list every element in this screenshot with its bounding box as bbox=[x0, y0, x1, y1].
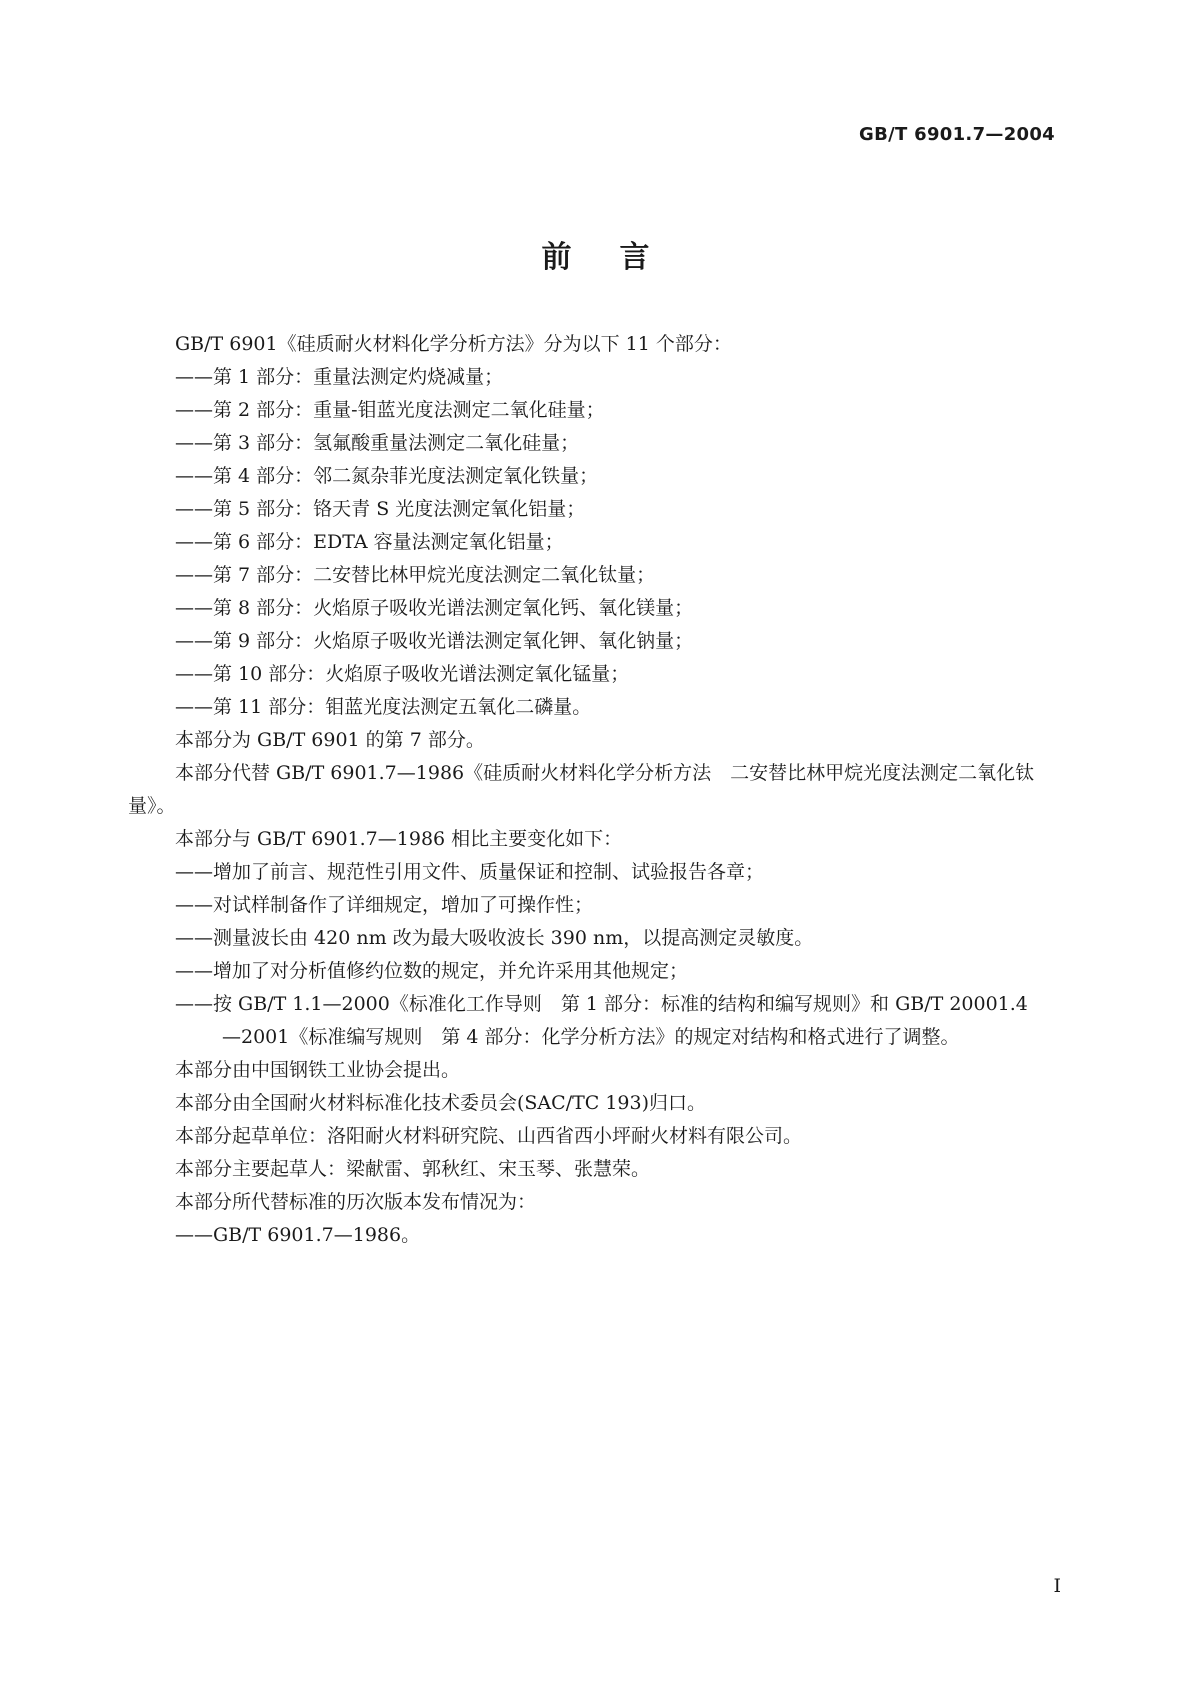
drafters-paragraph: 本部分主要起草人：梁献雷、郭秋红、宋玉琴、张慧荣。 bbox=[175, 1158, 651, 1180]
history-item: ——GB/T 6901.7—1986。 bbox=[175, 1224, 421, 1246]
centralized-by-paragraph: 本部分由全国耐火材料标准化技术委员会(SAC/TC 193)归口。 bbox=[175, 1092, 707, 1114]
change-item: ——增加了前言、规范性引用文件、质量保证和控制、试验报告各章； bbox=[175, 861, 765, 883]
standard-number: GB/T 6901.7—2004 bbox=[859, 124, 1055, 145]
page-title: 前言 bbox=[541, 240, 698, 275]
part-item: ——第 4 部分：邻二氮杂菲光度法测定氧化铁量； bbox=[175, 465, 599, 487]
change-item: ——增加了对分析值修约位数的规定，并允许采用其他规定； bbox=[175, 960, 689, 982]
page-number: I bbox=[1053, 1575, 1061, 1597]
change-item-structure-line1: ——按 GB/T 1.1—2000《标准化工作导则 第 1 部分：标准的结构和编写规则》和 GB/T 20001.4 bbox=[175, 993, 1028, 1015]
foreword-body bbox=[128, 328, 1053, 1252]
change-item: ——测量波长由 420 nm 改为最大吸收波长 390 nm，以提高测定灵敏度。 bbox=[175, 927, 814, 949]
part-item: ——第 9 部分：火焰原子吸收光谱法测定氧化钾、氧化钠量； bbox=[175, 630, 694, 652]
proposed-by-paragraph: 本部分由中国钢铁工业协会提出。 bbox=[175, 1059, 461, 1081]
part-item: ——第 10 部分：火焰原子吸收光谱法测定氧化锰量； bbox=[175, 663, 630, 685]
part-item: ——第 2 部分：重量-钼蓝光度法测定二氧化硅量； bbox=[175, 399, 605, 421]
intro-paragraph: GB/T 6901《硅质耐火材料化学分析方法》分为以下 11 个部分： bbox=[175, 333, 732, 355]
change-item: ——对试样制备作了详细规定，增加了可操作性； bbox=[175, 894, 594, 916]
this-part-paragraph: 本部分为 GB/T 6901 的第 7 部分。 bbox=[175, 729, 485, 751]
part-item: ——第 3 部分：氢氟酸重量法测定二氧化硅量； bbox=[175, 432, 580, 454]
part-item: ——第 11 部分：钼蓝光度法测定五氧化二磷量。 bbox=[175, 696, 592, 718]
part-item: ——第 7 部分：二安替比林甲烷光度法测定二氧化钛量； bbox=[175, 564, 656, 586]
history-intro-paragraph: 本部分所代替标准的历次版本发布情况为： bbox=[175, 1191, 537, 1213]
part-item: ——第 6 部分：EDTA 容量法测定氧化铝量； bbox=[175, 531, 564, 553]
replaces-paragraph: 本部分代替 GB/T 6901.7—1986《硅质耐火材料化学分析方法 二安替比林甲烷光度法测定二氧化钛量》。 bbox=[128, 762, 1035, 817]
part-item: ——第 5 部分：铬天青 S 光度法测定氧化铝量； bbox=[175, 498, 586, 520]
change-item-structure-line2: —2001《标准编写规则 第 4 部分：化学分析方法》的规定对结构和格式进行了调整。 bbox=[222, 1026, 960, 1048]
change-item-structure bbox=[128, 988, 1053, 1054]
part-item: ——第 8 部分：火焰原子吸收光谱法测定氧化钙、氧化镁量； bbox=[175, 597, 694, 619]
part-item: ——第 1 部分：重量法测定灼烧减量； bbox=[175, 366, 504, 388]
changes-intro-paragraph: 本部分与 GB/T 6901.7—1986 相比主要变化如下： bbox=[175, 828, 623, 850]
drafting-units-paragraph: 本部分起草单位：洛阳耐火材料研究院、山西省西小坪耐火材料有限公司。 bbox=[175, 1125, 803, 1147]
